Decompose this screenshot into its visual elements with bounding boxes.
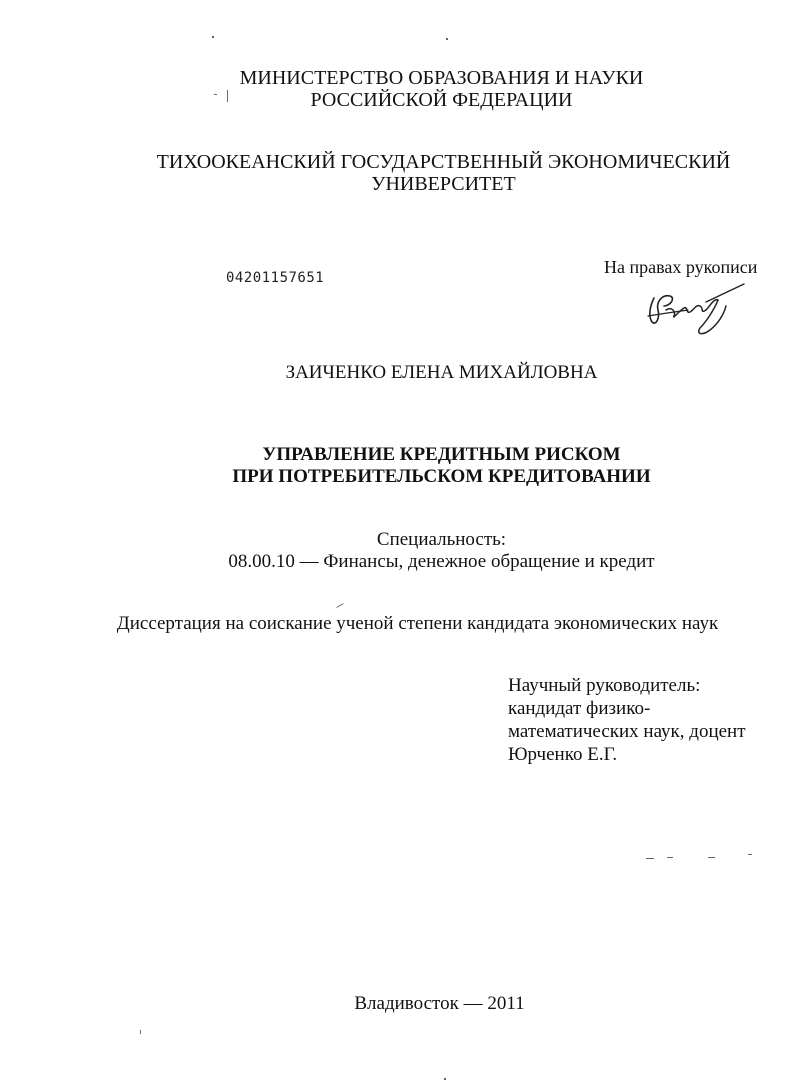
university-line-1: ТИХООКЕАНСКИЙ ГОСУДАРСТВЕННЫЙ ЭКОНОМИЧЕСКИЙ bbox=[156, 151, 731, 173]
supervisor-block bbox=[508, 674, 746, 766]
scan-speck bbox=[336, 603, 343, 608]
supervisor-label: Научный руководитель: bbox=[508, 675, 701, 696]
scan-speck bbox=[748, 854, 752, 855]
degree-statement: Диссертация на соискание ученой степени кандидата экономических наук bbox=[116, 613, 719, 634]
dissertation-title-line-2: ПРИ ПОТРЕБИТЕЛЬСКОМ КРЕДИТОВАНИИ bbox=[232, 466, 651, 487]
supervisor-name: Юрченко Е.Г. bbox=[508, 744, 618, 765]
specialty-label: Специальность: bbox=[376, 529, 507, 550]
inventory-number: 04201157651 bbox=[226, 270, 325, 286]
specialty-value: 08.00.10 — Финансы, денежное обращение и кредит bbox=[228, 551, 655, 572]
scan-speck bbox=[212, 36, 214, 38]
scan-speck bbox=[667, 857, 673, 858]
city-year: Владивосток — 2011 bbox=[354, 993, 525, 1014]
scan-speck bbox=[227, 90, 228, 102]
supervisor-degree-line-1: кандидат физико- bbox=[508, 698, 651, 719]
ministry-line-1: МИНИСТЕРСТВО ОБРАЗОВАНИЯ И НАУКИ bbox=[239, 67, 644, 89]
supervisor-degree-line-2: математических наук, доцент bbox=[508, 721, 746, 742]
scan-speck bbox=[214, 94, 217, 95]
ministry-line-2: РОССИЙСКОЙ ФЕДЕРАЦИИ bbox=[310, 89, 573, 111]
scan-speck bbox=[646, 858, 654, 859]
scan-speck bbox=[444, 1078, 446, 1080]
manuscript-note: На правах рукописи bbox=[604, 257, 758, 277]
author-name: ЗАИЧЕНКО ЕЛЕНА МИХАЙЛОВНА bbox=[285, 362, 598, 383]
dissertation-title-line-1: УПРАВЛЕНИЕ КРЕДИТНЫМ РИСКОМ bbox=[262, 444, 621, 465]
scan-speck bbox=[708, 857, 715, 858]
handwritten-signature bbox=[640, 276, 750, 338]
scan-speck bbox=[140, 1030, 141, 1034]
scan-speck bbox=[446, 38, 448, 40]
university-line-2: УНИВЕРСИТЕТ bbox=[371, 173, 516, 195]
